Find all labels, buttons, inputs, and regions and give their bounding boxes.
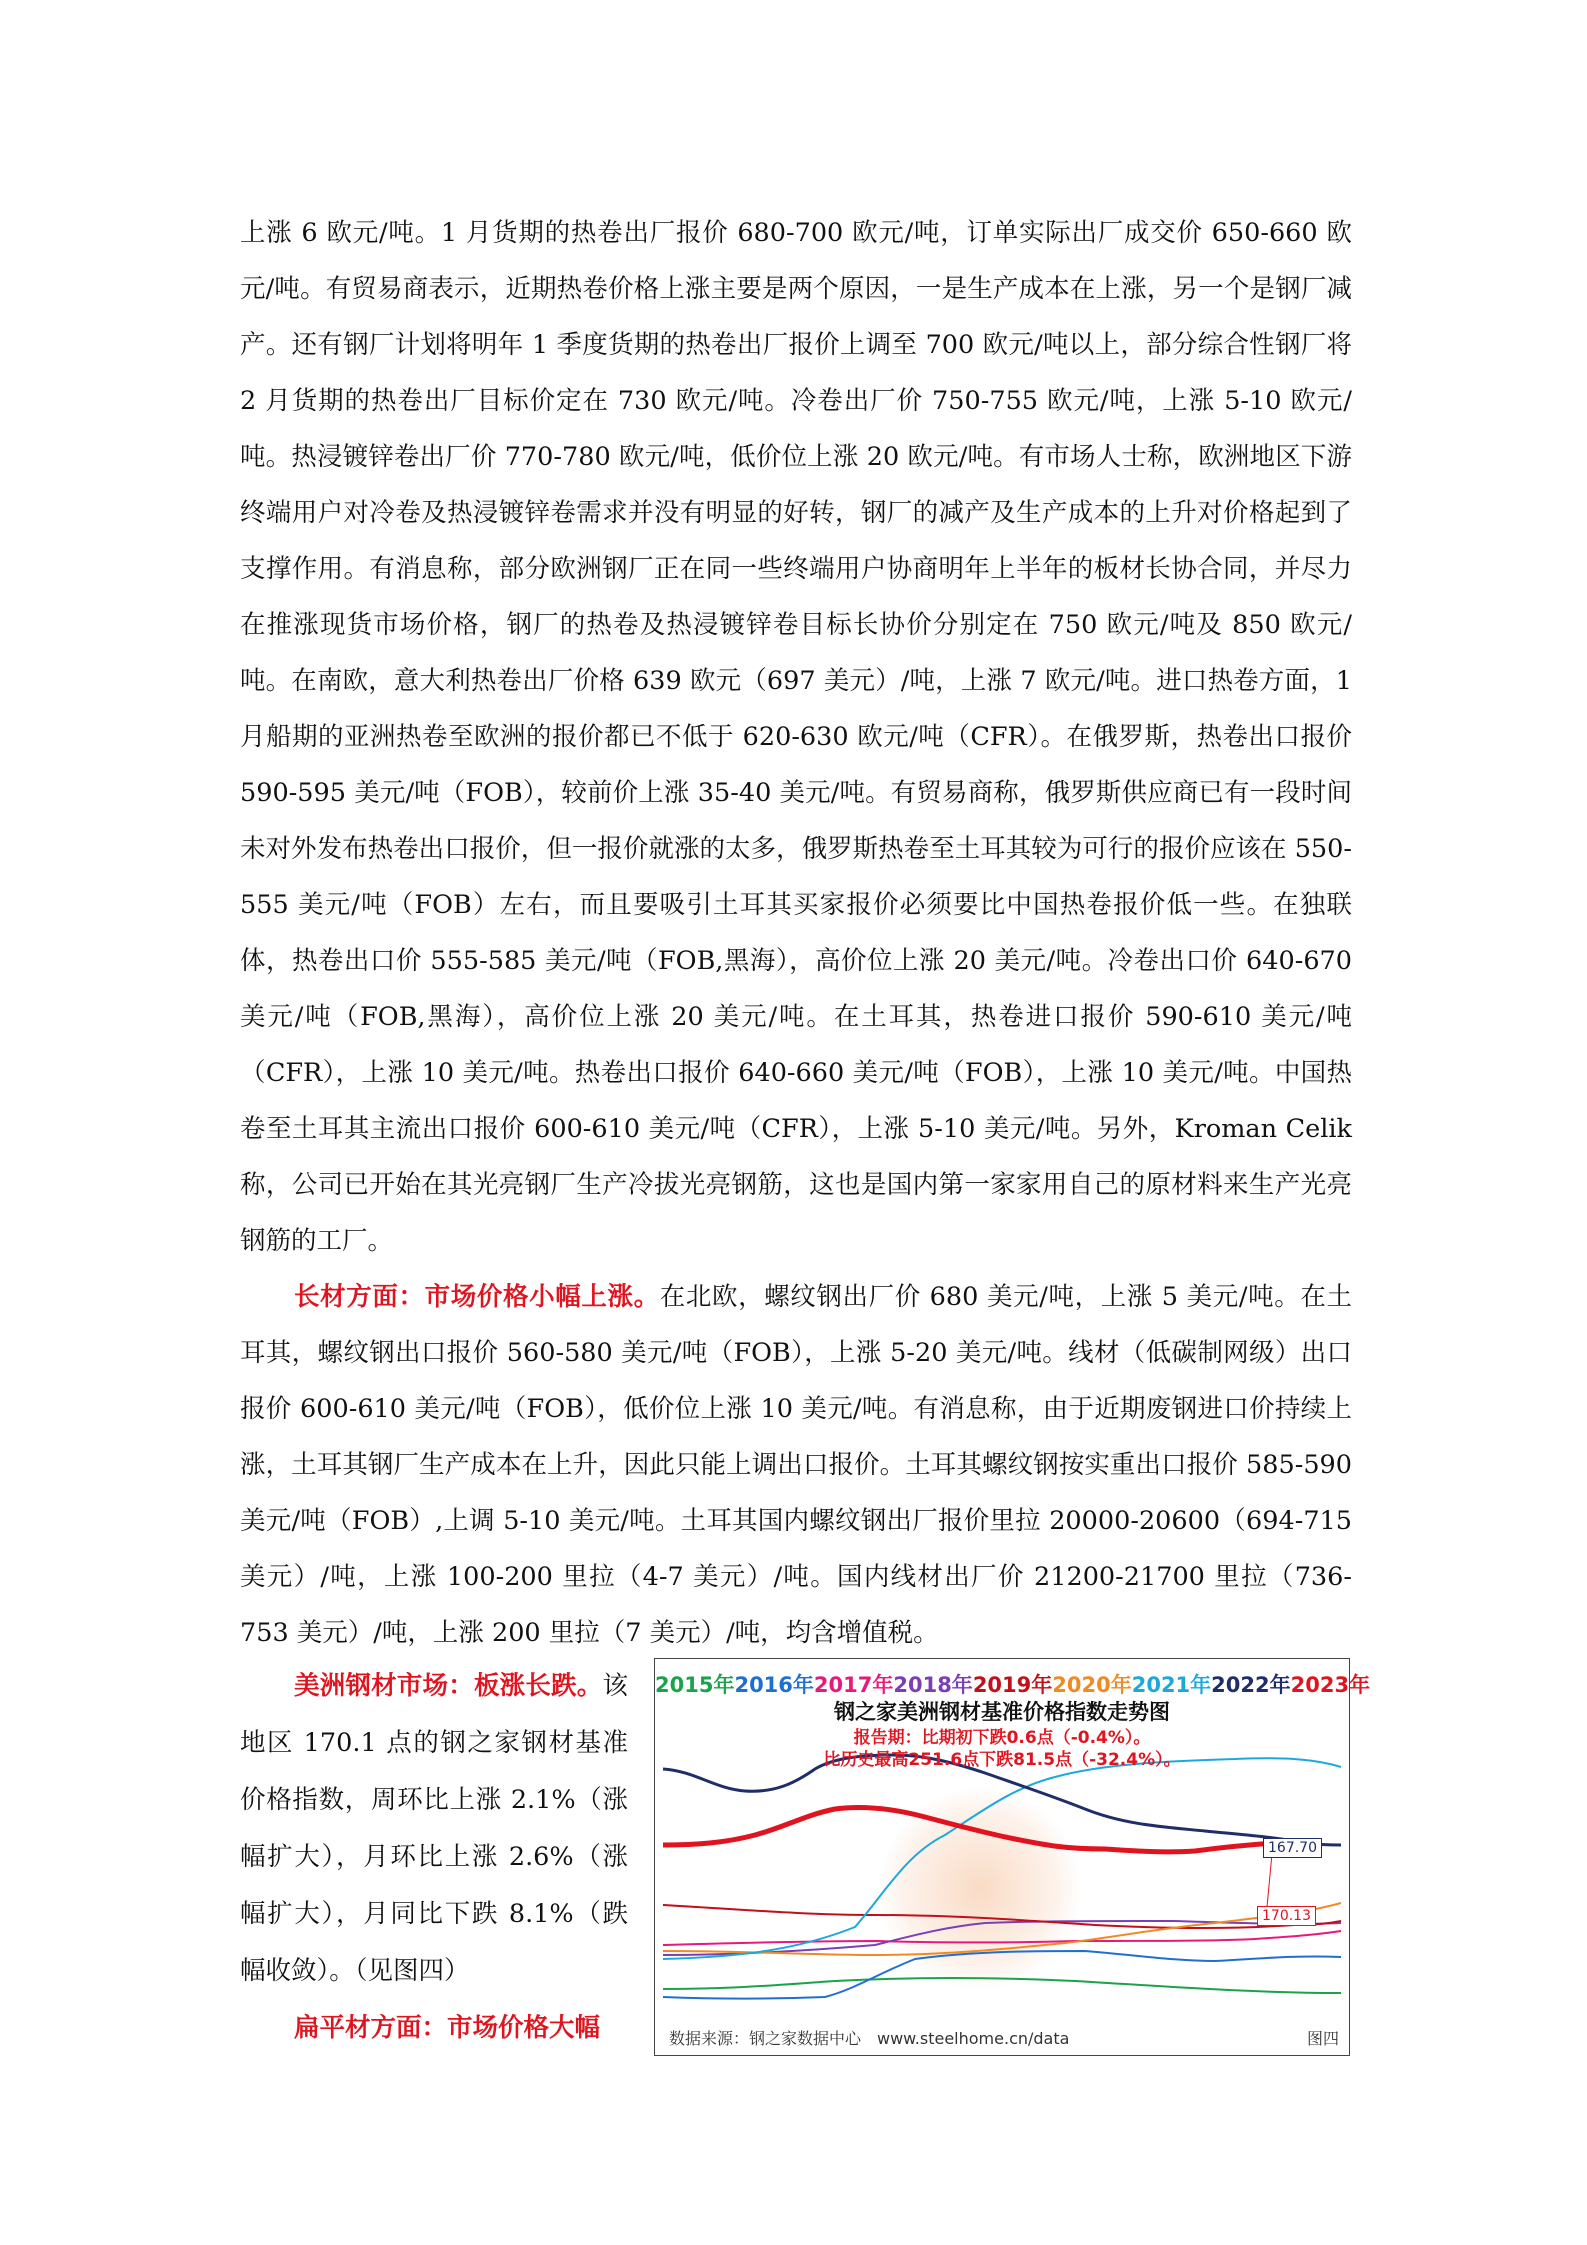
legend-2021: 2021年 (1131, 1673, 1212, 1697)
legend-2016: 2016年 (734, 1673, 814, 1697)
chart-title: 钢之家美洲钢材基准价格指数走势图 (834, 1700, 1170, 1724)
legend-2017: 2017年 (813, 1673, 894, 1697)
chart-subtitle-high: 比历史最高251.6点下跌81.5点（-32.4%）。 (823, 1750, 1181, 1770)
legend-2015: 2015年 (655, 1673, 735, 1697)
section-heading-americas: 美洲钢材市场：板涨长跌。 (294, 1671, 603, 1701)
data-label-2023: 170.13 (1257, 1906, 1316, 1926)
section-heading-long-products: 长材方面：市场价格小幅上涨。 (294, 1282, 660, 1312)
chart-source: 数据来源：钢之家数据中心 www.steelhome.cn/data (669, 2029, 1070, 2048)
line-2021 (663, 1758, 1341, 1959)
legend-2020: 2020年 (1052, 1673, 1132, 1697)
article-body (240, 205, 1352, 1661)
paragraph-americas-body: 该地区 170.1 点的钢之家钢材基准价格指数，周环比上涨 2.1%（涨幅扩大），月环比上涨 2.6%（涨幅扩大），月同比下跌 8.1%（跌幅收敛）。（见图四） (240, 1671, 628, 1986)
paragraph-flat-heading (240, 2000, 628, 2057)
paragraph-europe-flat: 上涨 6 欧元/吨。1 月货期的热卷出厂报价 680-700 欧元/吨，订单实际出厂成交价 650-660 欧元/吨。有贸易商表示，近期热卷价格上涨主要是两个原因，一是生产成本在上涨，另一个是钢厂减产。还有钢厂计划将明年 1 季度货期的热卷出厂报价上调至 700 欧元/吨以上，部分综合性钢厂将 2 月货期的热卷出厂目标价定在 730 欧元/吨。冷卷出厂价 750-755 欧元/吨，上涨 5-10 欧元/吨。热浸镀锌卷出厂价 770-780 欧元/吨，低价位上涨 20 欧元/吨。有市场人士称，欧洲地区下游终端用户对冷卷及热浸镀锌卷需求并没有明显的好转，钢厂的减产及生产成本的上升对价格起到了支撑作用。有消息称，部分欧洲钢厂正在同一些终端用户协商明年上半年的板材长协合同，并尽力在推涨现货市场价格，钢厂的热卷及热浸镀锌卷目标长协价分别定在 750 欧元/吨及 850 欧元/吨。在南欧，意大利热卷出厂价格 639 欧元（697 美元）/吨，上涨 7 欧元/吨。进口热卷方面，1 月船期的亚洲热卷至欧洲的报价都已不低于 620-630 欧元/吨（CFR）。在俄罗斯，热卷出口报价 590-595 美元/吨（FOB），较前价上涨 35-40 美元/吨。有贸易商称，俄罗斯供应商已有一段时间未对外发布热卷出口报价，但一报价就涨的太多，俄罗斯热卷至土耳其较为可行的报价应该在 550-555 美元/吨（FOB）左右，而且要吸引土耳其买家报价必须要比中国热卷报价低一些。在独联体，热卷出口价 555-585 美元/吨（FOB,黑海），高价位上涨 20 美元/吨。冷卷出口价 640-670 美元/吨（FOB,黑海），高价位上涨 20 美元/吨。在土耳其，热卷进口报价 590-610 美元/吨（CFR），上涨 10 美元/吨。热卷出口报价 640-660 美元/吨（FOB），上涨 10 美元/吨。中国热卷至土耳其主流出口报价 600-610 美元/吨（CFR），上涨 5-10 美元/吨。另外，Kroman Celik 称，公司已开始在其光亮钢厂生产冷拔光亮钢筋，这也是国内第一家家用自己的原材料来生产光亮钢筋的工厂。 (240, 218, 1352, 1256)
line-2017 (663, 1931, 1341, 1945)
legend-2022: 2022年 (1211, 1673, 1291, 1697)
paragraph-americas (240, 1658, 628, 2000)
figure-americas-index-chart (654, 1658, 1371, 2056)
figure-number: 图四 (1306, 2029, 1339, 2048)
legend-2018: 2018年 (893, 1673, 973, 1697)
paragraph-long-products (240, 1269, 1352, 1661)
line-2015 (663, 1978, 1341, 1993)
legend-2019: 2019年 (972, 1673, 1053, 1697)
americas-section (240, 1658, 1371, 2058)
americas-text-column (240, 1658, 628, 2057)
data-label-2022: 167.70 (1263, 1838, 1322, 1858)
paragraph-long-products-body: 在北欧，螺纹钢出厂价 680 美元/吨，上涨 5 美元/吨。在土耳其，螺纹钢出口报价 560-580 美元/吨（FOB），上涨 5-20 美元/吨。线材（低碳制网级）出口报价 600-610 美元/吨（FOB），低价位上涨 10 美元/吨。有消息称，由于近期废钢进口价持续上涨，土耳其钢厂生产成本在上升，因此只能上调出口报价。土耳其螺纹钢按实重出口报价 585-590 美元/吨（FOB）,上调 5-10 美元/吨。土耳其国内螺纹钢出厂报价里拉 20000-20600（694-715 美元）/吨，上涨 100-200 里拉（4-7 美元）/吨。国内线材出厂价 21200-21700 里拉（736-753 美元）/吨，上涨 200 里拉（7 美元）/吨，均含增值税。 (240, 1282, 1352, 1648)
section-heading-flat: 扁平材方面：市场价格大幅 (294, 2013, 601, 2043)
legend-2023: 2023年 (1290, 1673, 1371, 1697)
line-2019 (663, 1905, 1341, 1928)
chart-subtitle-period: 报告期：比期初下跌0.6点（-0.4%）。 (853, 1728, 1151, 1748)
legend-years (655, 1669, 1371, 1699)
